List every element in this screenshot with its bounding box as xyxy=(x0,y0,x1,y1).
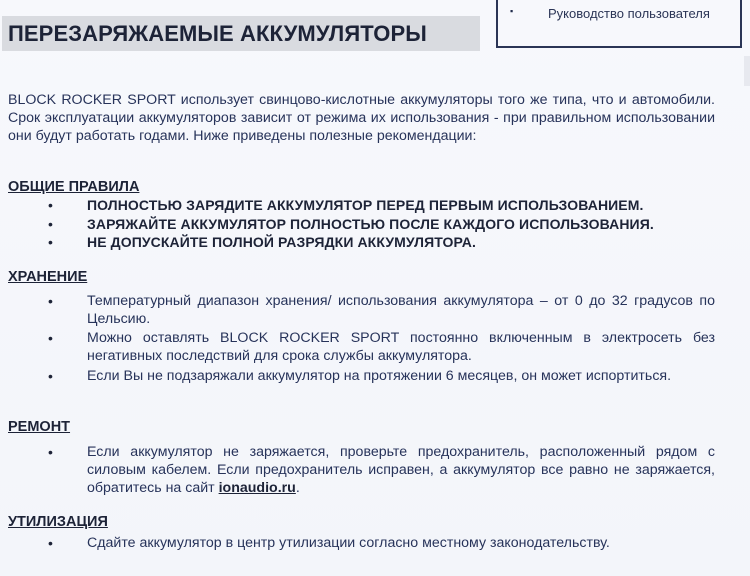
bullet-icon: • xyxy=(48,293,53,309)
repair-text: Если аккумулятор не заряжается, проверьте предохранитель, расположенный рядом с силовым кабелем. Если предохранитель исправен, а аккумулятор все равно не заряжается, обратитесь на сайт xyxy=(87,444,715,496)
page-title-bar xyxy=(2,16,480,51)
repair-text-end: . xyxy=(295,480,300,496)
section-heading-repair: РЕМОНТ xyxy=(8,419,71,435)
bullet-icon: • xyxy=(48,216,53,232)
section-heading-disposal: УТИЛИЗАЦИЯ xyxy=(8,514,108,530)
square-bullet-icon: ▪ xyxy=(510,6,514,16)
list-item-text: Если Вы не подзаряжали аккумулятор на протяжении 6 месяцев, он может испортиться. xyxy=(87,368,672,384)
bullet-icon: • xyxy=(48,330,53,346)
page-edge-shadow xyxy=(744,56,750,86)
list-item-text: Можно оставлять BLOCK ROCKER SPORT постоянно включенным в электросеть без негативных последствий для срока службы аккумулятора. xyxy=(87,330,715,364)
list-item-text: НЕ ДОПУСКАЙТЕ ПОЛНОЙ РАЗРЯДКИ АККУМУЛЯТОРА. xyxy=(87,234,476,250)
section-heading-general: ОБЩИЕ ПРАВИЛА xyxy=(8,179,140,195)
list-item-text: ПОЛНОСТЬЮ ЗАРЯДИТЕ АККУМУЛЯТОР ПЕРЕД ПЕРВЫМ ИСПОЛЬЗОВАНИЕМ. xyxy=(87,197,644,213)
bullet-icon: • xyxy=(48,197,53,213)
section-heading-storage: ХРАНЕНИЕ xyxy=(8,269,88,285)
list-item-text: Сдайте аккумулятор в центр утилизации согласно местному законодательству. xyxy=(87,535,610,551)
intro-paragraph: BLOCK ROCKER SPORT использует свинцово-кислотные аккумуляторы того же типа, что и автомобили. Срок эксплуатации аккумуляторов зависит от режима их использования - при правильном использовании они будут работать годами. Ниже приведены полезные рекомендации: xyxy=(8,92,715,144)
user-manual-label: Руководство пользователя xyxy=(548,6,710,21)
list-item-text: ЗАРЯЖАЙТЕ АККУМУЛЯТОР ПОЛНОСТЬЮ ПОСЛЕ КАЖДОГО ИСПОЛЬЗОВАНИЯ. xyxy=(87,216,654,232)
bullet-icon: • xyxy=(48,368,53,384)
bullet-icon: • xyxy=(48,234,53,250)
list-item-text xyxy=(87,443,715,497)
page-title: ПЕРЕЗАРЯЖАЕМЫЕ АККУМУЛЯТОРЫ xyxy=(8,20,427,46)
bullet-icon: • xyxy=(48,444,53,460)
header-box xyxy=(496,0,742,48)
ionaudio-link[interactable]: ionaudio.ru xyxy=(218,480,296,496)
list-item-text: Температурный диапазон хранения/ использования аккумулятора – от 0 до 32 градусов по Цельсию. xyxy=(87,293,715,327)
bullet-icon: • xyxy=(48,535,53,551)
